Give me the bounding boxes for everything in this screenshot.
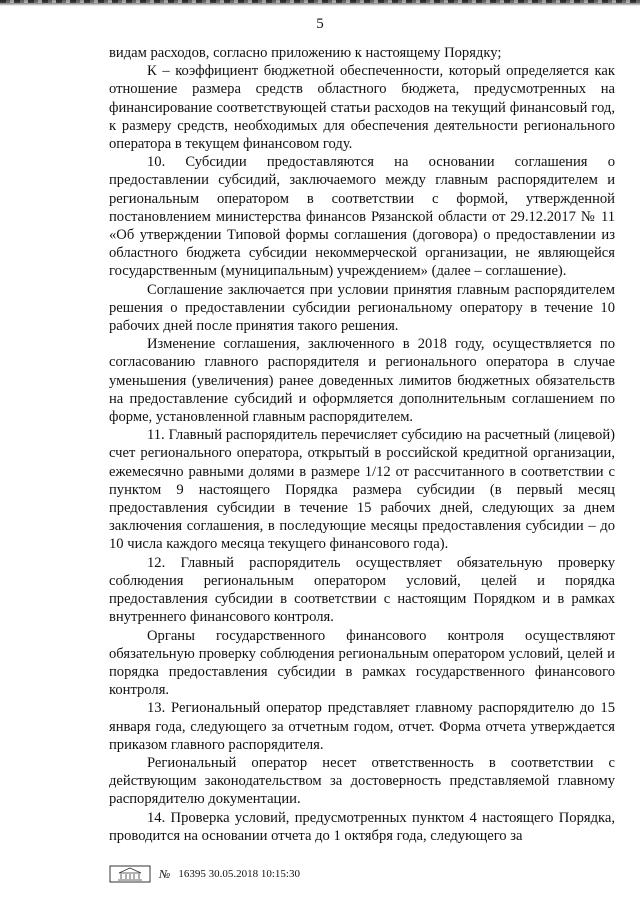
document-footer bbox=[109, 864, 300, 884]
page-number: 5 bbox=[316, 16, 324, 32]
paragraph-agreement-conclusion: Соглашение заключается при условии принятия главным распорядителем решения о предоставлении субсидии региональному оператору в течение 10 рабочих дней после принятия такого решения. bbox=[109, 281, 615, 335]
document-number-symbol: № bbox=[159, 866, 171, 881]
paragraph-k-coefficient: К – коэффициент бюджетной обеспеченности, который определяется как отношение размера средств областного бюджета, предусмотренных на финансирование соответствующей статьи расходов на текущий финансовый год, к размеру средств, необходимых для обеспечения деятельности регионального оператора в текущем финансовом году. bbox=[109, 63, 615, 153]
paragraph-10: 10. Субсидии предоставляются на основании соглашения о предоставлении субсидий, заключаемого между главным распорядителем и региональным оператором в соответствии с формой, утвержденной постановлением министерства финансов Рязанской области от 29.12.2017 № 11 «Об утверждении Типовой формы соглашения (договора) о предоставлении из областного бюджета субсидии некоммерческой организации, не являющейся государственным (муниципальным) учреждением» (далее – соглашение). bbox=[109, 154, 615, 280]
government-building-stamp-icon bbox=[109, 865, 151, 883]
paragraph-14: 14. Проверка условий, предусмотренных пунктом 4 настоящего Порядка, проводится на основании отчета до 1 октября года, следующего за bbox=[109, 809, 615, 844]
paragraph-financial-control: Органы государственного финансового контроля осуществляют обязательную проверку соблюдения региональным оператором условий, целей и порядка предоставления субсидии в рамках государственного финансового контроля. bbox=[109, 627, 615, 699]
document-body bbox=[109, 44, 615, 845]
paragraph-responsibility: Региональный оператор несет ответственность в соответствии с действующим законодательством за достоверность представляемой главному распорядителю документации. bbox=[109, 754, 615, 808]
document-registration-stamp: 16395 30.05.2018 10:15:30 bbox=[178, 868, 300, 880]
paragraph-continuation: видам расходов, согласно приложению к настоящему Порядку; bbox=[109, 45, 502, 61]
paragraph-12: 12. Главный распорядитель осуществляет обязательную проверку соблюдения региональным оператором условий, целей и порядка предоставления субсидии в соответствии с настоящим Порядком и в рамках внутреннего финансового контроля. bbox=[109, 554, 615, 626]
paragraph-11: 11. Главный распорядитель перечисляет субсидию на расчетный (лицевой) счет регионального оператора, открытый в российской кредитной организации, ежемесячно равными долями в размере 1/12 от рассчитанного в соответствии с пунктом 9 настоящего Порядка размера субсидии (в первый месяц предоставления субсидии в течение 15 рабочих дней, следующих за днем заключения соглашения, в последующие месяцы предоставления субсидии – до 10 числа каждого месяца текущего финансового года). bbox=[109, 427, 615, 553]
paragraph-13: 13. Региональный оператор представляет главному распорядителю до 15 января года, следующего за отчетным годом, отчет. Форма отчета утверждается приказом главного распорядителя. bbox=[109, 700, 615, 753]
scan-top-noise bbox=[0, 0, 640, 3]
paragraph-agreement-change: Изменение соглашения, заключенного в 2018 году, осуществляется по согласованию главного распорядителя и регионального оператора в случае уменьшения (увеличения) ранее доведенных лимитов бюджетных обязательств на предоставление субсидий и оформляется дополнительным соглашением по форме, установленной главным распорядителем. bbox=[109, 336, 615, 426]
